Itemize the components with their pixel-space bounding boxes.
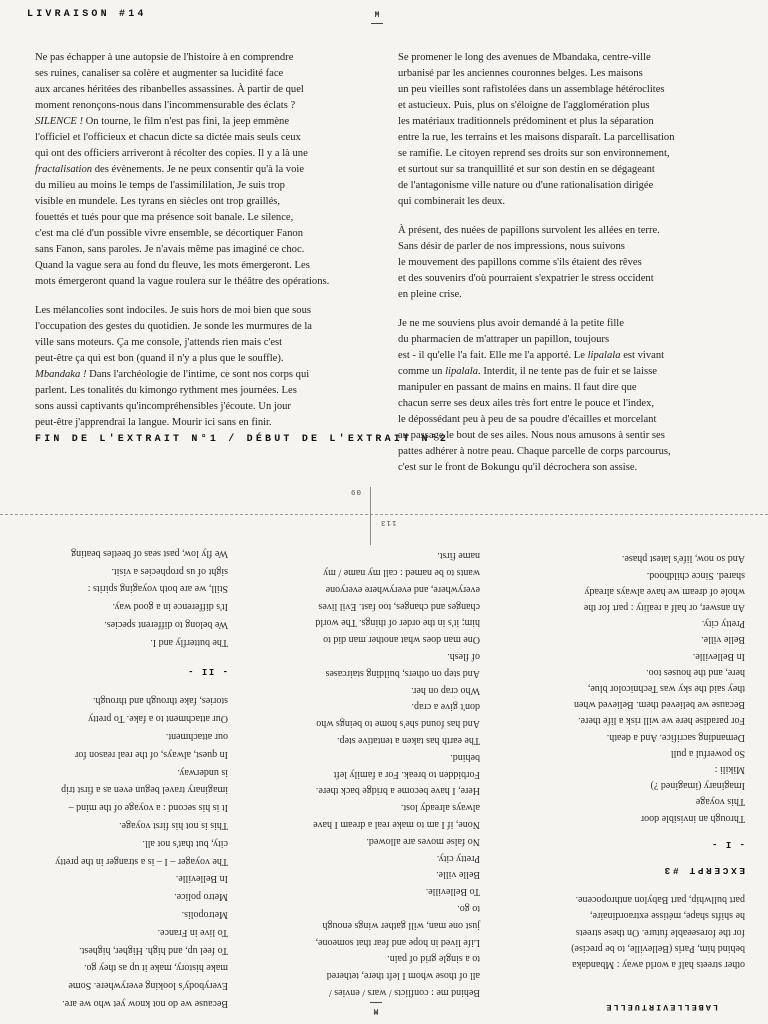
text-line: - I -	[710, 838, 745, 849]
text-line: moment renonçons-nous dans l'incommensurable des éclats ?	[35, 100, 296, 111]
text-line: en pleine crise.	[398, 289, 462, 300]
text-line: Life lived in hope and fear that someone,	[315, 936, 480, 948]
verso-page-rotated	[0, 512, 768, 1024]
text-line: parlent. Les tonalités du kimongo rythment mes journées. Les	[35, 385, 297, 396]
text-line: aux arcanes héritées des ribanbelles assassines. À partir de quel	[35, 84, 304, 95]
text-line: comme un lipalala. Interdit, il ne tente pas de fuir et se laisse	[398, 366, 657, 377]
text-line: We belong to different species.	[104, 619, 228, 631]
text-line: Mikili :	[714, 763, 745, 775]
paragraph-marker	[55, 661, 228, 679]
text-line: Through an invisible door	[640, 812, 745, 824]
paragraph-body	[398, 223, 738, 303]
text-line: Les mélancolies sont indociles. Je suis hors de moi bien que sous	[35, 305, 311, 316]
text-line: Belle ville.	[436, 869, 480, 881]
text-line: In Belleville.	[175, 873, 228, 885]
text-line: shared. Since childhood.	[646, 569, 745, 581]
press-mark-top: M	[371, 12, 383, 24]
text-line: stories, fake through and through.	[93, 695, 228, 707]
text-line: wants to be named : call my name / my	[323, 567, 480, 579]
paragraph-body	[35, 303, 375, 431]
text-line: whole of dream we have always already	[584, 585, 745, 597]
french-column-left	[35, 50, 375, 444]
text-line: to a single grid of pain.	[387, 953, 480, 965]
text-line: peut-être ça qui est bon (quand il n'y a plus que le souffle).	[35, 353, 284, 364]
text-line: c'est sur le front de Bokungu qu'il décrochera son assise.	[398, 462, 638, 473]
text-line: of flesh.	[447, 651, 480, 663]
text-line: au passage le bout de ses ailes. Nous nous amusons à sentir ses	[398, 430, 665, 441]
text-line: for the foreseeable future. On these streets	[575, 926, 745, 938]
text-line: Our attachment to a fake. To pretty	[88, 713, 228, 725]
text-line: None, if I am to make real a dream I have	[313, 819, 480, 831]
text-line: imaginary travel begun even as a first trip	[61, 784, 228, 796]
paragraph-body	[398, 316, 738, 476]
text-line: le dépossédant peu à peu de sa poudre d'écailles et morcelant	[398, 414, 657, 425]
text-line: don't give a crap.	[411, 701, 480, 713]
text-line: is underway.	[177, 766, 228, 778]
text-line: No false moves are allowed.	[366, 835, 480, 847]
text-line: behind him, Paris (Belleville, to be precise)	[571, 942, 745, 954]
text-line: In Belleville.	[692, 650, 745, 662]
paragraph-body	[571, 891, 745, 972]
text-line: manipuler en passant de mains en mains. Il faut dire que	[398, 382, 637, 393]
text-line: One man does what another man did to	[323, 634, 480, 646]
text-line: make history, make it up as they go.	[83, 962, 228, 974]
text-line: sons aussi captivants qu'incompréhensibles j'écoute. Un jour	[35, 401, 291, 412]
text-line: un peu vieilles sont rafistolées dans un assemblage hétéroclites	[398, 84, 665, 95]
text-line: name first.	[437, 550, 480, 562]
text-line: Quand la vague sera au fond du fleuve, les mots émergeront. Les	[35, 260, 310, 271]
text-line: ville sans moteurs. Ça me console, j'attends rien mais c'est	[35, 337, 283, 348]
page-number-recto: 60	[350, 490, 362, 498]
text-line: Mbandaka ! Dans l'archéologie de l'intime, ce sont nos corps qui	[35, 369, 310, 380]
text-line: entre la rue, les terrains et les maisons disparaît. La parcellisation	[398, 132, 675, 143]
text-line: This is not his first voyage.	[119, 820, 228, 832]
text-line: du pharmacien de m'attraper un papillon, toujours	[398, 334, 610, 345]
text-line: all of those whom I left there, tethered	[326, 970, 480, 982]
text-line: qui ont des officiers arriveront à récolter des copies. Il y a là une	[35, 148, 308, 159]
text-line: Forbidden to break. For a family left	[333, 768, 480, 780]
text-line: Se promener le long des avenues de Mbandaka, centre-ville	[398, 52, 651, 63]
text-line: fouettés et tués pour que ma présence soit banale. Le silence,	[35, 212, 294, 223]
text-line: The voyager – I – is a stranger in the pretty	[55, 855, 228, 867]
text-line: Metropolis.	[181, 909, 228, 921]
text-line: The butterfly and I.	[150, 636, 228, 648]
text-line: To live in France.	[157, 926, 228, 938]
text-line: qui combinerait les deux.	[398, 196, 506, 207]
poem-column-excerpt-intro	[571, 537, 745, 972]
text-line: Je ne me souviens plus avoir demandé à la petite fille	[398, 318, 624, 329]
text-line: to go.	[457, 903, 480, 915]
paragraph-body	[313, 546, 480, 1000]
text-line: Because we do not know yet who we are.	[62, 998, 228, 1009]
text-line: SILENCE ! On tourne, le film n'est pas fini, la jeep emmène	[35, 116, 290, 127]
text-line: Because we believed them. Believed when	[573, 699, 745, 711]
text-line: they said the sky was Technicolor blue,	[587, 682, 745, 694]
text-line: et astucieux. Puis, plus on s'éloigne de l'agglomération plus	[398, 100, 650, 111]
text-line: sight of us prophecies a visit.	[111, 565, 228, 577]
page-number-verso: 113	[380, 518, 397, 526]
text-line: our attachment.	[165, 731, 228, 743]
text-line: c'est ma clé d'un possible vivre ensemble, se décortiquer Fanon	[35, 228, 303, 239]
text-line: peut-être j'apprendrai la langue. Mourir ici sans en finir.	[35, 417, 272, 428]
text-line: fractalisation des évènements. Je ne peux consentir qu'à la voie	[35, 164, 305, 175]
text-line: In quest, always, of the real reason for	[75, 748, 228, 760]
text-line: To feel up, and high. Higher, highest.	[79, 944, 228, 956]
text-line: de l'antagonisme ville nature ou d'une rationalisation dirigée	[398, 180, 654, 191]
text-line: l'officiel et l'officieux et chacun dicte sa dictée mais seuls ceux	[35, 132, 301, 143]
text-line: pattes adhérer à notre peau. Chaque parcelle de corps parcourus,	[398, 446, 671, 457]
text-line: À présent, des nuées de papillons survolent les allées en terre.	[398, 225, 660, 236]
page-header-livraison: LIVRAISON #14	[27, 9, 147, 20]
poem-column-behind-me	[313, 533, 480, 1000]
text-line: ses ruines, canaliser sa colère et augmenter sa lucidité face	[35, 68, 284, 79]
poem-column-voyager	[55, 531, 228, 1012]
text-line: We fly low, past seas of beetles beating	[71, 547, 228, 559]
text-line: changes and changes, too fast. Evil lives	[318, 600, 480, 612]
text-line: Here, I have become a bridge back there.	[315, 785, 480, 797]
text-line: To Belleville.	[425, 886, 480, 898]
text-line: du milieu au moins le temps de l'assimililation, Je suis trop	[35, 180, 285, 191]
text-line: et des souvenirs d'où pourraient s'expatrier le stress occident	[398, 273, 654, 284]
text-line: EXCERPT #3	[661, 864, 745, 876]
text-line: This voyage	[695, 796, 745, 808]
paragraph-subhead	[571, 862, 745, 878]
text-line: Belle ville.	[701, 634, 745, 646]
text-line: Sans désir de parler de nos impressions, nous suivons	[398, 241, 625, 252]
text-line: An answer, or half a reality : part for the	[583, 601, 745, 613]
text-line: visible en mundele. Les tyrans en siècles ont trop graillés,	[35, 196, 281, 207]
text-line: Demanding sacrifice. And a death.	[606, 731, 745, 743]
text-line: other streets half a world away : Mbandaka	[572, 959, 745, 970]
text-line: And step on others, building staircases	[325, 667, 480, 679]
text-line: everywhere, and everywhere everyone	[325, 583, 480, 595]
text-line: - II -	[186, 665, 228, 676]
text-line: sans Fanon, sans paroles. Je n'avais même pas imaginé ce choc.	[35, 244, 305, 255]
text-line: se ramifie. Le citoyen reprend ses droits sur son environnement,	[398, 148, 670, 159]
text-line: always already lost.	[400, 802, 480, 814]
text-line: he shifts shape, métisse extraordinaire,	[590, 910, 745, 922]
text-line: Metro police.	[174, 891, 228, 903]
text-line: And so now, life's latest phase.	[621, 553, 745, 565]
text-line: Still, we are both voyaging spirits :	[87, 583, 228, 595]
text-line: l'occupation des gestes du quotidien. Je sonde les murmures de la	[35, 321, 312, 332]
paragraph-body	[55, 692, 228, 1012]
text-line: Ne pas échapper à une autopsie de l'histoire à en comprendre	[35, 52, 294, 63]
paragraph-body	[35, 50, 375, 290]
text-line: Pretty city.	[701, 618, 745, 630]
text-line: behind.	[450, 751, 480, 763]
text-line: Behind me : conflicts / wars / envies /	[328, 987, 480, 998]
text-line: urbanisé par les anciennes couronnes belges. Les maisons	[398, 68, 643, 79]
text-line: le mouvement des papillons comme s'ils étaient des rêves	[398, 257, 642, 268]
text-line: est - il qu'elle l'a fait. Elle me l'a apporté. Le lipalala est vivant	[398, 350, 665, 361]
text-line: So powerful a pull	[670, 747, 745, 759]
text-line: And has found she's home to beings who	[316, 718, 480, 730]
text-line: Imaginary (imagined ?)	[650, 780, 745, 792]
page-header-labellevirtuelle: LABELLEVIRTUELLE	[604, 1002, 718, 1012]
french-column-right	[398, 50, 738, 489]
section-break-label: FIN DE L'EXTRAIT N°1 / DÉBUT DE L'EXTRAIT N°2	[35, 434, 450, 445]
text-line: et surtout sur sa tranquillité et sur son destin en se dégageant	[398, 164, 655, 175]
text-line: chacun serre ses deux ailes très fort entre le pouce et l'index,	[398, 398, 655, 409]
text-line: It is his second : a voyage of the mind –	[68, 802, 228, 814]
text-line: The earth has taken a tentative step.	[337, 735, 480, 747]
paragraph-body	[571, 550, 745, 825]
text-line: him; it's in the order of things. The world	[315, 617, 480, 629]
paragraph-marker	[571, 836, 745, 852]
text-line: city, but that's not all.	[142, 837, 228, 849]
paragraph-body	[55, 544, 228, 651]
text-line: part bullwhip, part Babylon anthropocene.	[575, 894, 745, 906]
text-line: For paradise here we will risk a life there.	[578, 715, 745, 727]
text-line: It's difference in a good way.	[112, 601, 228, 613]
text-line: Pretty city.	[436, 852, 480, 864]
text-line: mots émergeront quand la vague roulera sur le théâtre des opérations.	[35, 276, 330, 287]
text-line: just one man, will gather wings enough	[322, 919, 480, 931]
press-mark-bottom: M	[370, 1002, 382, 1014]
text-line: Who crap on her.	[411, 684, 480, 696]
text-line: les matériaux traditionnels prédominent et plus la séparation	[398, 116, 654, 127]
paragraph-body	[398, 50, 738, 210]
text-line: Everybody's looking everywhere. Some	[68, 980, 228, 992]
text-line: here, and the houses too.	[646, 666, 745, 678]
